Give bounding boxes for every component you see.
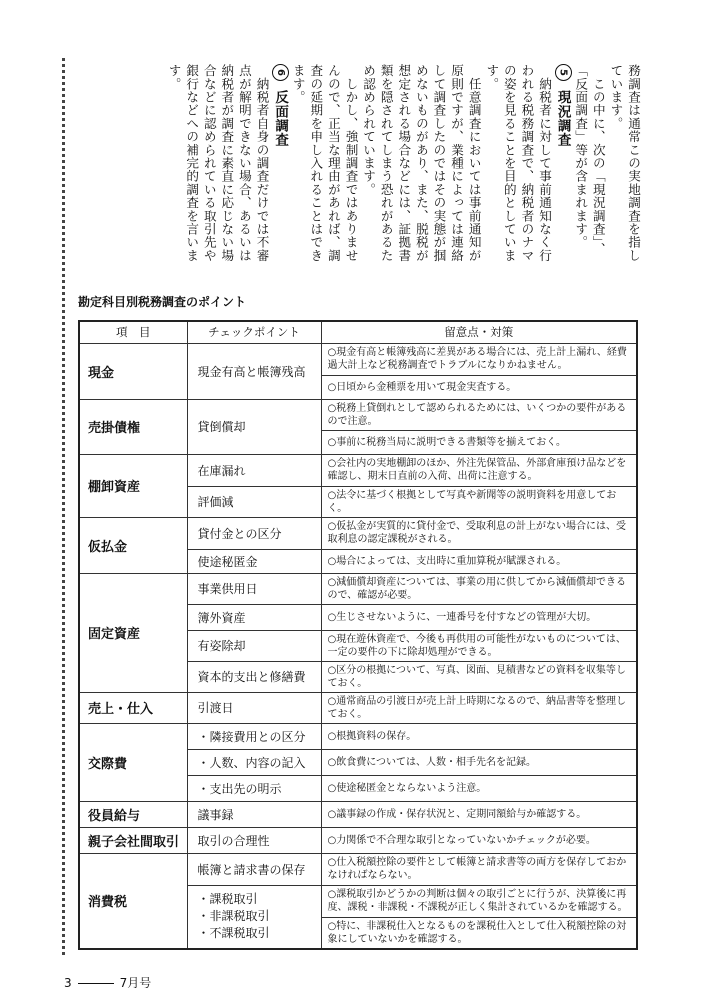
paragraph: 務調査は通常この実地調査を指しています。 bbox=[608, 64, 641, 262]
check-cell: ・人数、内容の記入 bbox=[187, 749, 321, 775]
note-cell: ○使途秘匿金とならないよう注意。 bbox=[321, 775, 637, 801]
note-cell: ○飲食費については、人数・相手先名を記録。 bbox=[321, 749, 637, 775]
table-row bbox=[79, 399, 637, 430]
item-cell: 売掛債権 bbox=[79, 399, 187, 454]
tax-audit-points-table bbox=[78, 320, 638, 950]
table-row bbox=[79, 573, 637, 604]
item-cell: 親子会社間取引 bbox=[79, 827, 187, 853]
note-cell: ○根拠資料の保存。 bbox=[321, 723, 637, 749]
circled-number-6: 6 bbox=[272, 64, 289, 81]
check-cell: 議事録 bbox=[187, 801, 321, 827]
circled-number-5: 5 bbox=[555, 64, 572, 81]
check-cell: ・課税取引 ・非課税取引 ・不課税取引 bbox=[187, 885, 321, 949]
note-cell: ○税務上貸倒れとして認められるためには、いくつかの要件があるので注意。 bbox=[321, 399, 637, 430]
paragraph: 任意調査においては事前通知が原則ですが、業種によっては連絡して調査したのではその実態が掴めないものがあり、また、脱税が想定される場合などには、証拠書類を隠されてしまう恐れがあるため認められています。 bbox=[361, 64, 482, 263]
check-cell: 引渡日 bbox=[187, 692, 321, 723]
table-row bbox=[79, 692, 637, 723]
note-cell: ○現金有高と帳簿残高に差異がある場合には、売上計上漏れ、経費過大計上など税務調査でトラブルになりかねません。 bbox=[321, 343, 637, 375]
margin-dotted-line bbox=[62, 58, 65, 955]
header-note: 留意点・対策 bbox=[321, 321, 637, 343]
note-cell: ○通常商品の引渡日が売上計上時期になるので、納品書等を整理しておく。 bbox=[321, 692, 637, 723]
check-cell: ・隣接費用との区分 bbox=[187, 723, 321, 749]
table-row bbox=[79, 853, 637, 885]
page-footer bbox=[64, 974, 151, 991]
heading-5: 5 現況調査 bbox=[553, 64, 572, 270]
item-cell: 役員給与 bbox=[79, 801, 187, 827]
check-cell: ・支出先の明示 bbox=[187, 775, 321, 801]
note-cell: ○力関係で不合理な取引となっていないかチェックが必要。 bbox=[321, 827, 637, 853]
item-cell: 交際費 bbox=[79, 723, 187, 801]
check-cell: 在庫漏れ bbox=[187, 454, 321, 486]
header-check: チェックポイント bbox=[187, 321, 321, 343]
note-cell: ○場合によっては、支出時に重加算税が賦課される。 bbox=[321, 549, 637, 573]
table-row bbox=[79, 801, 637, 827]
check-cell: 簿外資産 bbox=[187, 604, 321, 630]
note-cell: ○仮払金が実質的に貸付金で、受取利息の計上がない場合には、受取利息の認定課税がされる。 bbox=[321, 517, 637, 549]
note-cell: ○特に、非課税仕入となるものを課税仕入として仕入税額控除の対象にしていないかを確認する。 bbox=[321, 917, 637, 949]
check-cell: 評価減 bbox=[187, 486, 321, 517]
check-cell: 取引の合理性 bbox=[187, 827, 321, 853]
check-cell: 有姿除却 bbox=[187, 630, 321, 661]
note-cell: ○現在遊休資産で、今後も再供用の可能性がないものについては、一定の要件の下に除却処理ができる。 bbox=[321, 630, 637, 661]
item-cell: 棚卸資産 bbox=[79, 454, 187, 517]
item-cell: 仮払金 bbox=[79, 517, 187, 573]
item-cell: 現金 bbox=[79, 343, 187, 399]
note-cell: ○日頃から金種票を用いて現金実査する。 bbox=[321, 375, 637, 399]
check-cell: 使途秘匿金 bbox=[187, 549, 321, 573]
check-cell: 事業供用日 bbox=[187, 573, 321, 604]
table-row bbox=[79, 454, 637, 486]
page-number: 3 bbox=[64, 976, 72, 990]
footer-dash bbox=[78, 983, 114, 984]
header-item: 項 目 bbox=[79, 321, 187, 343]
item-cell: 消費税 bbox=[79, 853, 187, 949]
check-cell: 資本的支出と修繕費 bbox=[187, 661, 321, 692]
note-cell: ○区分の根拠について、写真、図面、見積書などの資料を収集等しておく。 bbox=[321, 661, 637, 692]
table-row bbox=[79, 517, 637, 549]
note-cell: ○事前に税務当局に説明できる書類等を揃えておく。 bbox=[321, 430, 637, 454]
issue-label: 7月号 bbox=[119, 976, 152, 990]
table-row bbox=[79, 723, 637, 749]
note-cell: ○仕入税額控除の要件として帳簿と請求書等の両方を保存しておかなければならない。 bbox=[321, 853, 637, 885]
paragraph: 納税者自身の調査だけでは不審点が解明できない場合、あるいは納税者が調査に素直に応じない場合などに認められている取引先や銀行などへの補完的調査を言います。 bbox=[166, 64, 270, 263]
item-cell: 固定資産 bbox=[79, 573, 187, 692]
table-header-row bbox=[79, 321, 637, 343]
note-cell: ○法令に基づく根拠として写真や新聞等の説明資料を用意しておく。 bbox=[321, 486, 637, 517]
check-cell: 現金有高と帳簿残高 bbox=[187, 343, 321, 399]
note-cell: ○会社内の実地棚卸のほか、外注先保管品、外部倉庫預け品などを確認し、期末日直前の入荷、出荷に注意する。 bbox=[321, 454, 637, 486]
check-cell: 貸倒償却 bbox=[187, 399, 321, 454]
heading-6: 6 反面調査 bbox=[271, 64, 290, 270]
item-cell: 売上・仕入 bbox=[79, 692, 187, 723]
vertical-body-text bbox=[82, 64, 642, 270]
table-row bbox=[79, 343, 637, 375]
check-cell: 帳簿と請求書の保存 bbox=[187, 853, 321, 885]
table-row bbox=[79, 827, 637, 853]
section-title: 勘定科目別税務調査のポイント bbox=[78, 295, 247, 309]
note-cell: ○生じさせないように、一連番号を付すなどの管理が大切。 bbox=[321, 604, 637, 630]
paragraph: 納税者に対して事前通知なく行われる税務調査で、納税者のナマの姿を見ることを目的としています。 bbox=[484, 64, 553, 263]
paragraph: しかし、強制調査ではありませんので、正当な理由があれば、調査の延期を申し入れることはできます。 bbox=[290, 64, 359, 263]
check-cell: 貸付金との区分 bbox=[187, 517, 321, 549]
note-cell: ○減価償却資産については、事業の用に供してから減価償却できるので、確認が必要。 bbox=[321, 573, 637, 604]
note-cell: ○議事録の作成・保存状況と、定期同額給与か確認する。 bbox=[321, 801, 637, 827]
note-cell: ○課税取引かどうかの判断は個々の取引ごとに行うが、決算後に再度、課税・非課税・不課税が正しく集計されているかを確認する。 bbox=[321, 885, 637, 917]
paragraph: この中に、次の「現況調査」、「反面調査」等が含まれます。 bbox=[573, 64, 606, 256]
